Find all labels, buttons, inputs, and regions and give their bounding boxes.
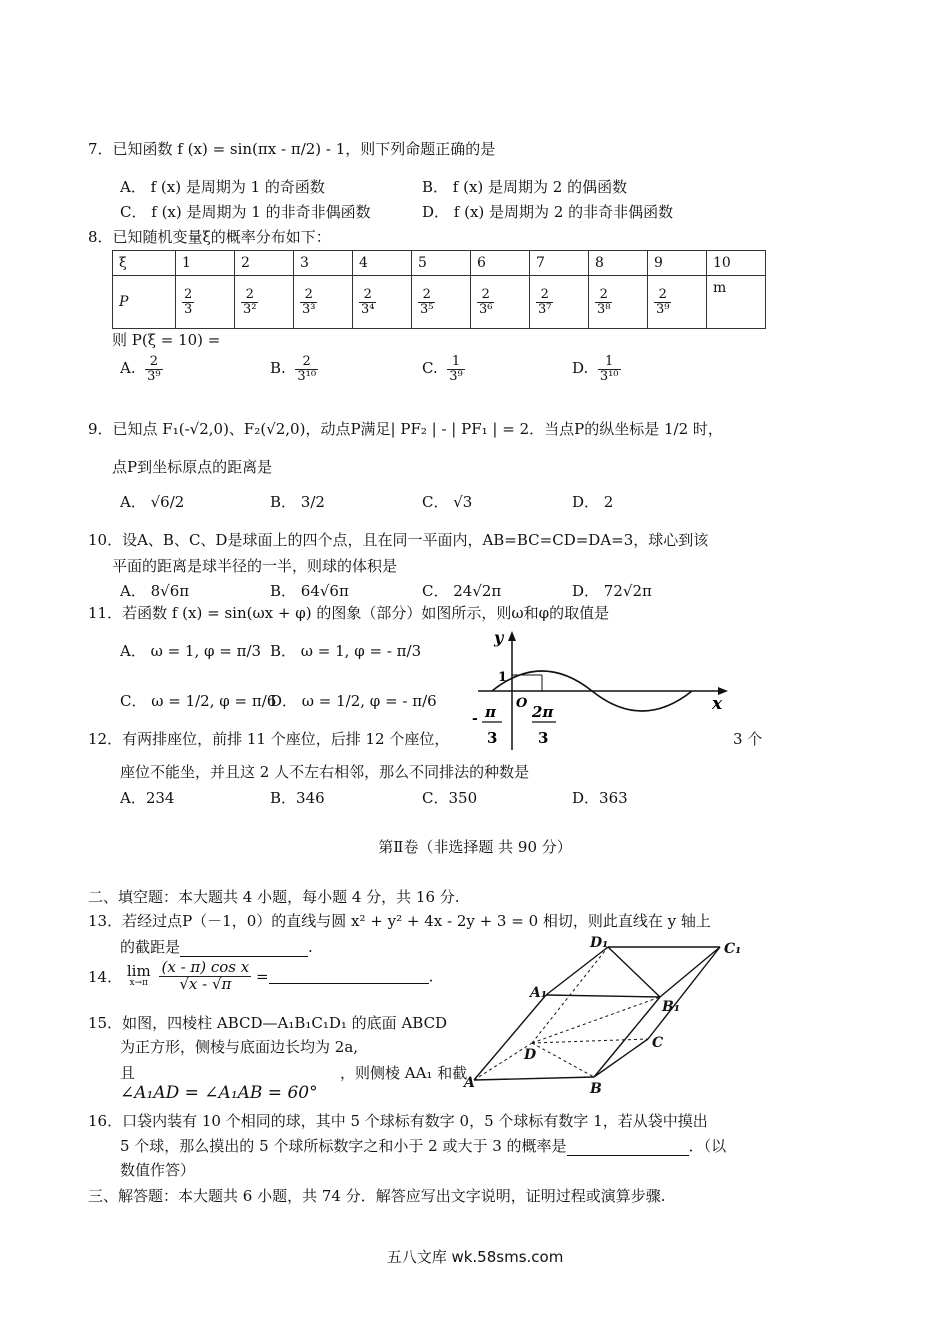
table-row (113, 251, 766, 276)
table-cell: ξ (113, 251, 176, 276)
label-a1: A₁ (530, 985, 547, 1001)
table-cell: $\frac{2}{\text{3⁹}}$ (648, 276, 707, 329)
origin-label: O (516, 696, 528, 711)
q10-option-d: D． 72√2π (572, 582, 652, 600)
tick-label-right-num: 2π (532, 703, 554, 721)
q9-stem: 9．已知点 F₁(-√2,0)、F₂(√2,0)，动点P满足| PF₂ | - | PF₁ | = 2．当点P的纵坐标是 1/2 时， (88, 420, 723, 438)
table-row (113, 276, 766, 329)
table-cell: 4 (353, 251, 412, 276)
label-c1: C₁ (724, 941, 742, 957)
q9-stem-2: 点P到坐标原点的距离是 (112, 458, 273, 476)
sine-graph (470, 625, 740, 755)
q11-option-d: D． ω = 1/2, φ = - π/6 (270, 692, 437, 710)
q13-stem-2: 的截距是 . (120, 938, 313, 956)
answer-blank[interactable] (180, 942, 308, 957)
tick-label-left-sign: - (472, 711, 478, 727)
q15-stem: 15．如图，四棱柱 ABCD—A₁B₁C₁D₁ 的底面 ABCD (88, 1014, 448, 1032)
edge-c1b1 (660, 947, 720, 997)
table-cell: $\frac{2}{\text{3⁸}}$ (589, 276, 648, 329)
edge-d1a1 (546, 947, 608, 995)
table-cell: 10 (707, 251, 766, 276)
table-cell: $\frac{2}{\text{3²}}$ (235, 276, 294, 329)
fill-in-header: 二、填空题：本大题共 4 小题，每小题 4 分，共 16 分. (88, 888, 460, 906)
q16-stem: 16．口袋内装有 10 个相同的球，其中 5 个球标有数字 0，5 个球标有数字 1，若从袋中摸出 (88, 1112, 708, 1130)
q10-option-a: A． 8√6π (120, 582, 190, 600)
q9-option-b: B． 3/2 (270, 493, 325, 511)
q7-option-c: C． f (x) 是周期为 1 的非奇非偶函数 (120, 203, 371, 221)
table-cell: $\frac{2}{3}$ (176, 276, 235, 329)
table-cell: 8 (589, 251, 648, 276)
table-cell: 2 (235, 251, 294, 276)
q14-formula: 14． lim x→π $\frac{\text{(x - π) cos x}}{√x - √\pi}$ = . (88, 958, 434, 993)
q9-option-d: D． 2 (572, 493, 614, 511)
q16-stem-2: 5 个球，那么摸出的 5 个球所标数字之和小于 2 或大于 3 的概率是 ．（以 (120, 1137, 727, 1155)
q10-option-b: B． 64√6π (270, 582, 349, 600)
section-title: 第Ⅱ卷（非选择题 共 90 分） (378, 838, 572, 856)
label-b: B (590, 1081, 602, 1095)
distribution-table (112, 250, 766, 329)
edge-ab (474, 1077, 594, 1080)
edge-aa1 (474, 995, 546, 1080)
q15-stem-3: 且 ∠A₁AD = ∠A₁AB = 60° (120, 1064, 318, 1103)
footer-watermark: 五八文库 wk.58sms.com (386, 1248, 564, 1266)
q12-stem-2: 座位不能坐，并且这 2 人不左右相邻，那么不同排法的种数是 (120, 763, 530, 781)
q11-option-b: B． ω = 1, φ = - π/3 (270, 642, 422, 660)
edge-cc1 (648, 947, 720, 1039)
q15-stem-2: 为正方形，侧棱与底面边长均为 2a, (120, 1038, 359, 1056)
q12-option-b: B．346 (270, 789, 325, 807)
q16-stem-3: 数值作答） (120, 1161, 196, 1179)
solve-header: 三、解答题：本大题共 6 小题，共 74 分．解答应写出文字说明，证明过程或演算步骤. (88, 1187, 666, 1205)
label-d: D (524, 1047, 537, 1063)
label-d1: D₁ (590, 935, 609, 951)
table-cell: 6 (471, 251, 530, 276)
q13-stem: 13．若经过点P（－1，0）的直线与圆 x² + y² + 4x - 2y + 3 = 0 相切，则此直线在 y 轴上 (88, 912, 711, 930)
q12-stem: 12．有两排座位，前排 11 个座位，后排 12 个座位， (88, 730, 450, 748)
table-cell: $\frac{2}{\text{3⁵}}$ (412, 276, 471, 329)
y-axis-label: y (494, 628, 504, 647)
q8-option-c: C. $\frac{1}{\text{3⁹}}$ (422, 354, 463, 384)
tick-label-left-num: π (485, 703, 496, 721)
label-c: C (652, 1035, 664, 1051)
q9-option-a: A． √6/2 (120, 493, 185, 511)
q12-option-c: C．350 (422, 789, 478, 807)
q8-option-d: D. $\frac{1}{\text{3¹⁰}}$ (572, 354, 619, 384)
table-cell: 7 (530, 251, 589, 276)
q7-option-d: D． f (x) 是周期为 2 的非奇非偶函数 (422, 203, 674, 221)
q12-option-a: A．234 (120, 789, 175, 807)
label-a: A (464, 1075, 475, 1091)
table-cell: $\frac{2}{\text{3⁷}}$ (530, 276, 589, 329)
q8-ask: 则 P(ξ = 10) = (112, 331, 221, 349)
table-cell: P (113, 276, 176, 329)
table-cell: 5 (412, 251, 471, 276)
q7-option-a: A． f (x) 是周期为 1 的奇函数 (120, 178, 325, 196)
q9-option-c: C． √3 (422, 493, 473, 511)
q11-stem: 11．若函数 f (x) = sin(ωx + φ) 的图象（部分）如图所示，则ω和φ的取值是 (88, 604, 610, 622)
q11-option-a: A． ω = 1, φ = π/3 (120, 642, 262, 660)
q8-option-b: B. $\frac{2}{\text{3¹⁰}}$ (270, 354, 317, 384)
prism-figure (462, 935, 752, 1095)
table-cell: 1 (176, 251, 235, 276)
table-cell: 3 (294, 251, 353, 276)
tick-label-right-den: 3 (538, 729, 549, 747)
q15-stem-3-tail: ，则侧棱 AA₁ 和截 (340, 1064, 468, 1082)
q10-stem-2: 平面的距离是球半径的一半，则球的体积是 (112, 557, 398, 575)
q11-option-c: C． ω = 1/2, φ = π/6 (120, 692, 277, 710)
label-b1: B₁ (662, 999, 680, 1015)
table-cell: $\frac{2}{\text{3⁴}}$ (353, 276, 412, 329)
table-cell: 9 (648, 251, 707, 276)
table-cell: $\frac{2}{\text{3³}}$ (294, 276, 353, 329)
hidden-edge-dc (532, 1039, 648, 1043)
q7-stem: 7．已知函数 f (x) = sin(πx - π/2) - 1，则下列命题正确的是 (88, 140, 496, 158)
q12-stem-tail: 3 个 (733, 730, 763, 748)
q10-stem: 10．设A、B、C、D是球面上的四个点，且在同一平面内，AB=BC=CD=DA=3，球心到该 (88, 531, 709, 549)
table-cell: m (707, 276, 766, 329)
tick-label-left-den: 3 (487, 729, 498, 747)
y-axis-arrow (508, 631, 516, 641)
q10-option-c: C． 24√2π (422, 582, 502, 600)
hidden-edge-db (532, 1043, 594, 1077)
answer-blank[interactable] (567, 1141, 689, 1156)
q8-stem: 8．已知随机变量ξ的概率分布如下： (88, 228, 331, 246)
x-axis-label: x (712, 694, 723, 714)
edge-d1b1 (608, 947, 660, 997)
answer-blank[interactable] (269, 969, 429, 984)
q8-option-a: A. $\frac{2}{\text{3⁹}}$ (120, 354, 161, 384)
edge-a1b1 (546, 995, 660, 997)
q12-option-d: D．363 (572, 789, 628, 807)
table-cell: $\frac{2}{\text{3⁶}}$ (471, 276, 530, 329)
q7-option-b: B． f (x) 是周期为 2 的偶函数 (422, 178, 628, 196)
tick-label-one: 1 (498, 670, 508, 685)
